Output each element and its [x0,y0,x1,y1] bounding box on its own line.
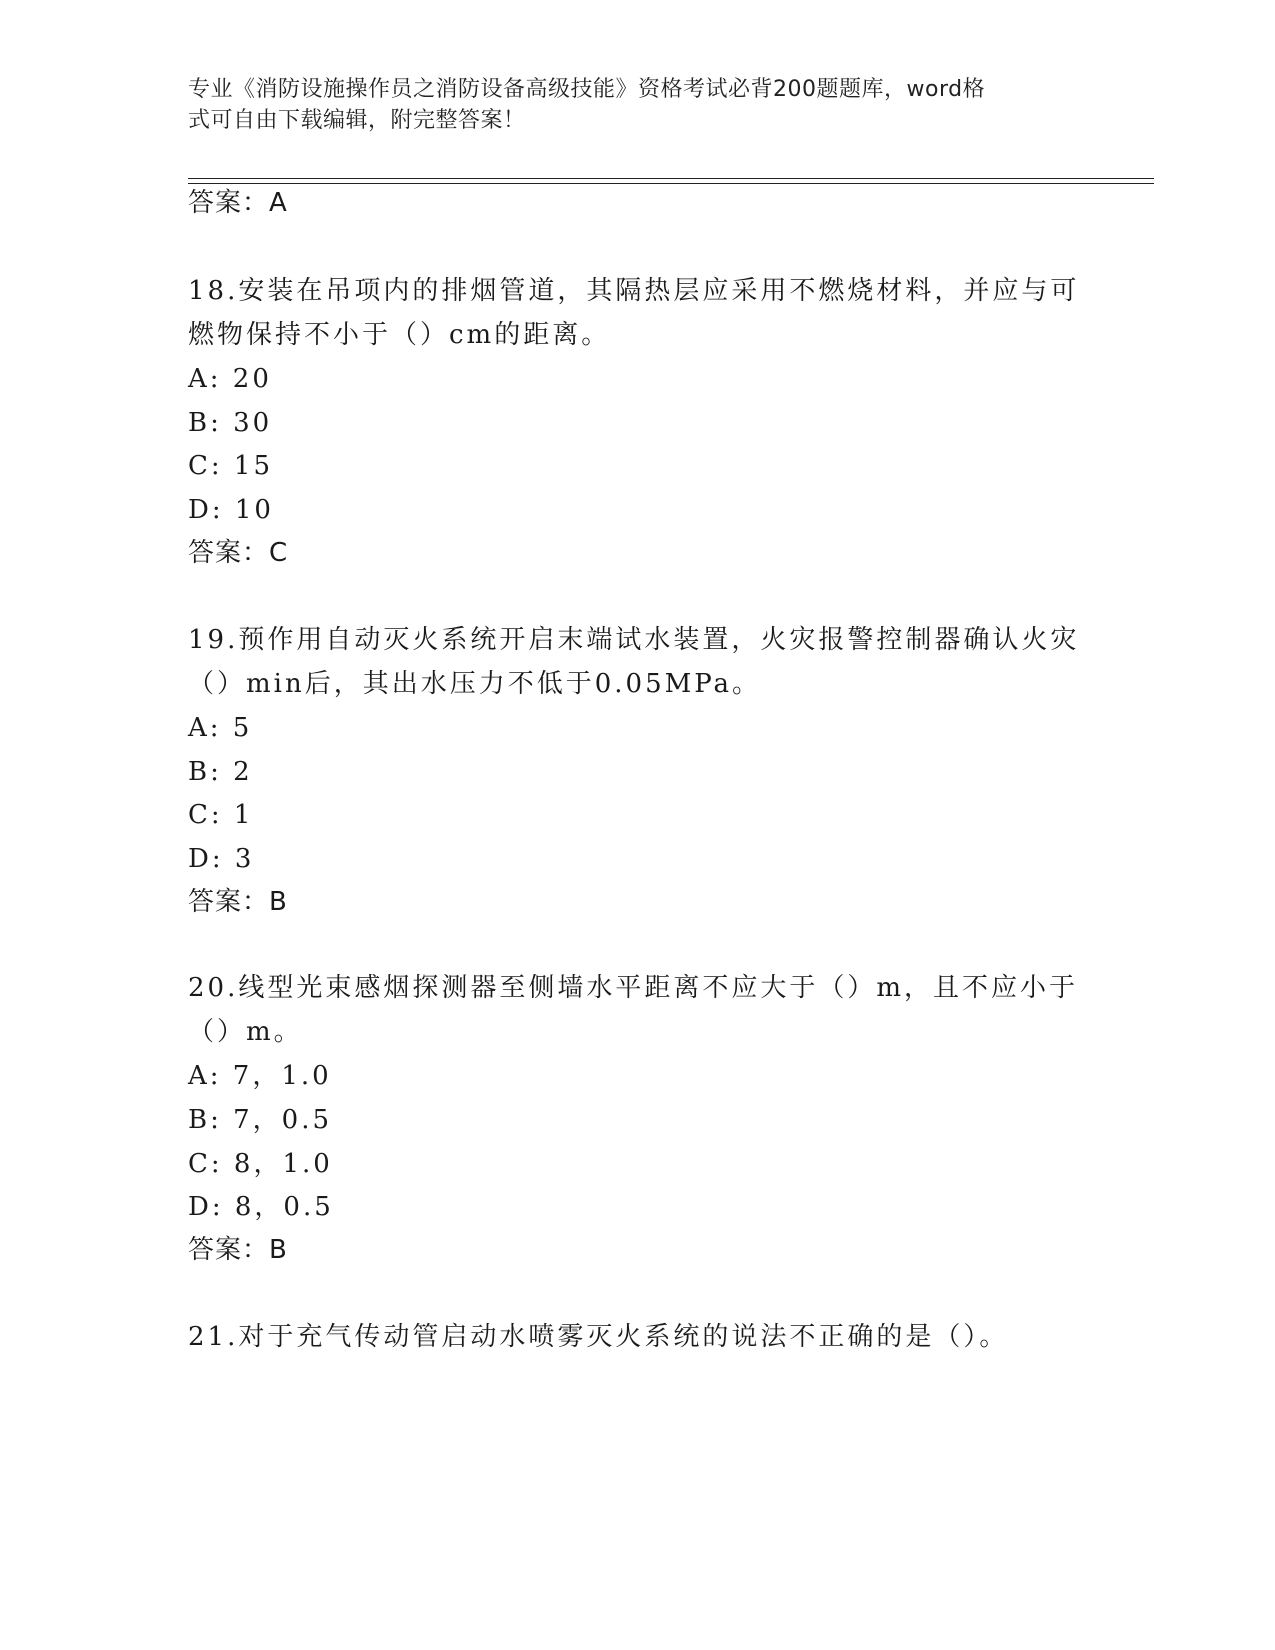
question-18-option-b: B: 30 [188,408,273,438]
question-21-stem-line-1: 21.对于充气传动管启动水喷雾灭火系统的说法不正确的是（）。 [188,1322,1009,1352]
question-19-option-a: A: 5 [188,713,253,743]
question-18-option-c: C: 15 [188,451,274,481]
question-19-option-c: C: 1 [188,800,254,830]
header-line-2: 式可自由下载编辑，附完整答案！ [188,108,526,133]
question-20-option-c: C: 8，1.0 [188,1149,333,1179]
document-header [188,74,1068,136]
question-20-option-b: B: 7，0.5 [188,1105,333,1135]
answer-q19: 答案：B [188,887,288,917]
question-19-option-b: B: 2 [188,757,253,787]
question-18-option-d: D: 10 [188,495,274,525]
question-20-option-d: D: 8，0.5 [188,1192,334,1222]
header-line-1: 专业《消防设施操作员之消防设备高级技能》资格考试必背200题题库，word格 [188,77,986,102]
header-divider-bottom [188,183,1154,184]
header-divider-top [188,178,1154,179]
question-18-stem-line-2: 燃物保持不小于（）cm的距离。 [188,320,611,350]
question-18-stem-line-1: 18.安装在吊项内的排烟管道，其隔热层应采用不燃烧材料，并应与可 [188,276,1080,306]
question-20-stem-line-1: 20.线型光束感烟探测器至侧墙水平距离不应大于（）m，且不应小于 [188,973,1079,1003]
answer-q18: 答案：C [188,538,289,568]
question-20-stem-line-2: （）m。 [188,1017,303,1047]
question-19-stem-line-1: 19.预作用自动灭火系统开启末端试水装置，火灾报警控制器确认火灾 [188,625,1080,655]
question-19-option-d: D: 3 [188,844,255,874]
answer-q20: 答案：B [188,1235,288,1265]
question-19-stem-line-2: （）min后，其出水压力不低于0.05MPa。 [188,669,762,699]
question-20-option-a: A: 7，1.0 [188,1061,332,1091]
question-18-option-a: A: 20 [188,364,272,394]
answer-q17: 答案：A [188,188,288,218]
